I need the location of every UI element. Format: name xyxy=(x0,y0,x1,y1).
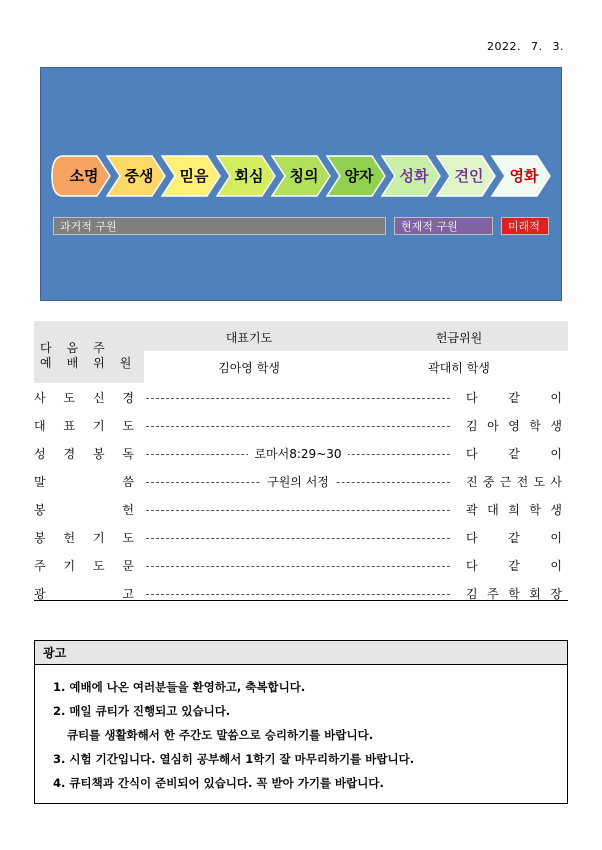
leader-line xyxy=(146,538,450,539)
step-0 xyxy=(51,155,111,197)
order-leader: 다 같 이 xyxy=(466,559,562,573)
order-item: 성 경 봉 독 xyxy=(34,447,134,461)
step-label: 성화 xyxy=(399,167,429,185)
step-label: 믿음 xyxy=(179,167,209,185)
step-5 xyxy=(326,155,386,197)
step-label: 영화 xyxy=(509,167,539,185)
order-row xyxy=(34,552,568,580)
order-row xyxy=(34,580,568,608)
notice-item: 3. 시험 기간입니다. 열심히 공부해서 1학기 잘 마무리하기를 바랍니다. xyxy=(53,752,415,766)
notice-box xyxy=(34,640,568,804)
step-label: 소명 xyxy=(69,167,99,185)
stage-present: 현재적 구원 xyxy=(394,217,493,235)
leader-line xyxy=(146,398,450,399)
notice-list xyxy=(35,665,567,795)
order-row xyxy=(34,468,568,496)
committee-label-line1: 다음주 xyxy=(40,341,120,355)
notice-item: 4. 큐티책과 간식이 준비되어 있습니다. 꼭 받아 가기를 바랍니다. xyxy=(53,776,384,790)
leader-line xyxy=(146,594,450,595)
order-row xyxy=(34,440,568,468)
step-label: 회심 xyxy=(234,167,264,185)
worship-committee-header xyxy=(34,321,568,383)
order-leader: 진 중 근 전 도 사 xyxy=(466,475,562,489)
leader-line xyxy=(146,566,450,567)
order-item: 대 표 기 도 xyxy=(34,419,134,433)
step-3 xyxy=(216,155,276,197)
order-item: 말 씀 xyxy=(34,475,134,489)
step-7 xyxy=(436,155,496,197)
order-row xyxy=(34,384,568,412)
date: 2022. 7. 3. xyxy=(487,40,564,53)
order-leader: 김 주 학 회 장 xyxy=(466,587,562,601)
order-leader: 다 같 이 xyxy=(466,447,562,461)
stage-past: 과거적 구원 xyxy=(53,217,386,235)
prayer-name: 김아영 학생 xyxy=(218,361,280,375)
order-row xyxy=(34,496,568,524)
leader-line xyxy=(146,426,450,427)
order-leader: 다 같 이 xyxy=(466,531,562,545)
order-item: 주 기 도 문 xyxy=(34,559,134,573)
notice-item: 1. 예배에 나온 여러분들을 환영하고, 축복합니다. xyxy=(53,680,306,694)
order-item: 사 도 신 경 xyxy=(34,391,134,405)
order-item: 봉 헌 기 도 xyxy=(34,531,134,545)
salvation-banner xyxy=(40,67,562,301)
order-leader: 다 같 이 xyxy=(466,391,562,405)
order-row xyxy=(34,412,568,440)
step-label: 견인 xyxy=(454,167,484,185)
order-leader: 곽 대 희 학 생 xyxy=(466,503,562,517)
step-label: 양자 xyxy=(344,167,374,185)
step-4 xyxy=(271,155,331,197)
step-2 xyxy=(161,155,221,197)
step-label: 칭의 xyxy=(289,167,319,185)
order-row xyxy=(34,524,568,552)
step-6 xyxy=(381,155,441,197)
salvation-steps xyxy=(51,155,551,197)
worship-order-table xyxy=(34,321,568,608)
step-8 xyxy=(491,155,551,197)
step-1 xyxy=(106,155,166,197)
order-detail: 구원의 서정 xyxy=(146,468,450,496)
notice-item: 큐티를 생활화해서 한 주간도 말씀으로 승리하기를 바랍니다. xyxy=(67,728,374,742)
order-item: 봉 헌 xyxy=(34,503,134,517)
order-leader: 김 아 영 학 생 xyxy=(466,419,562,433)
notice-item: 2. 매일 큐티가 진행되고 있습니다. xyxy=(53,704,231,718)
order-item: 광 고 xyxy=(34,587,134,601)
leader-line xyxy=(146,510,450,511)
committee-label-line2: 예배위원 xyxy=(40,356,147,370)
offering-name: 곽대히 학생 xyxy=(428,361,490,375)
notice-title: 광고 xyxy=(35,641,567,665)
offering-title: 헌금위원 xyxy=(435,331,483,345)
table-bottom-rule xyxy=(34,600,568,601)
step-label: 중생 xyxy=(124,167,154,185)
order-detail: 로마서8:29~30 xyxy=(146,440,450,468)
prayer-title: 대표기도 xyxy=(225,331,273,345)
stage-future: 미래적 xyxy=(501,217,549,235)
